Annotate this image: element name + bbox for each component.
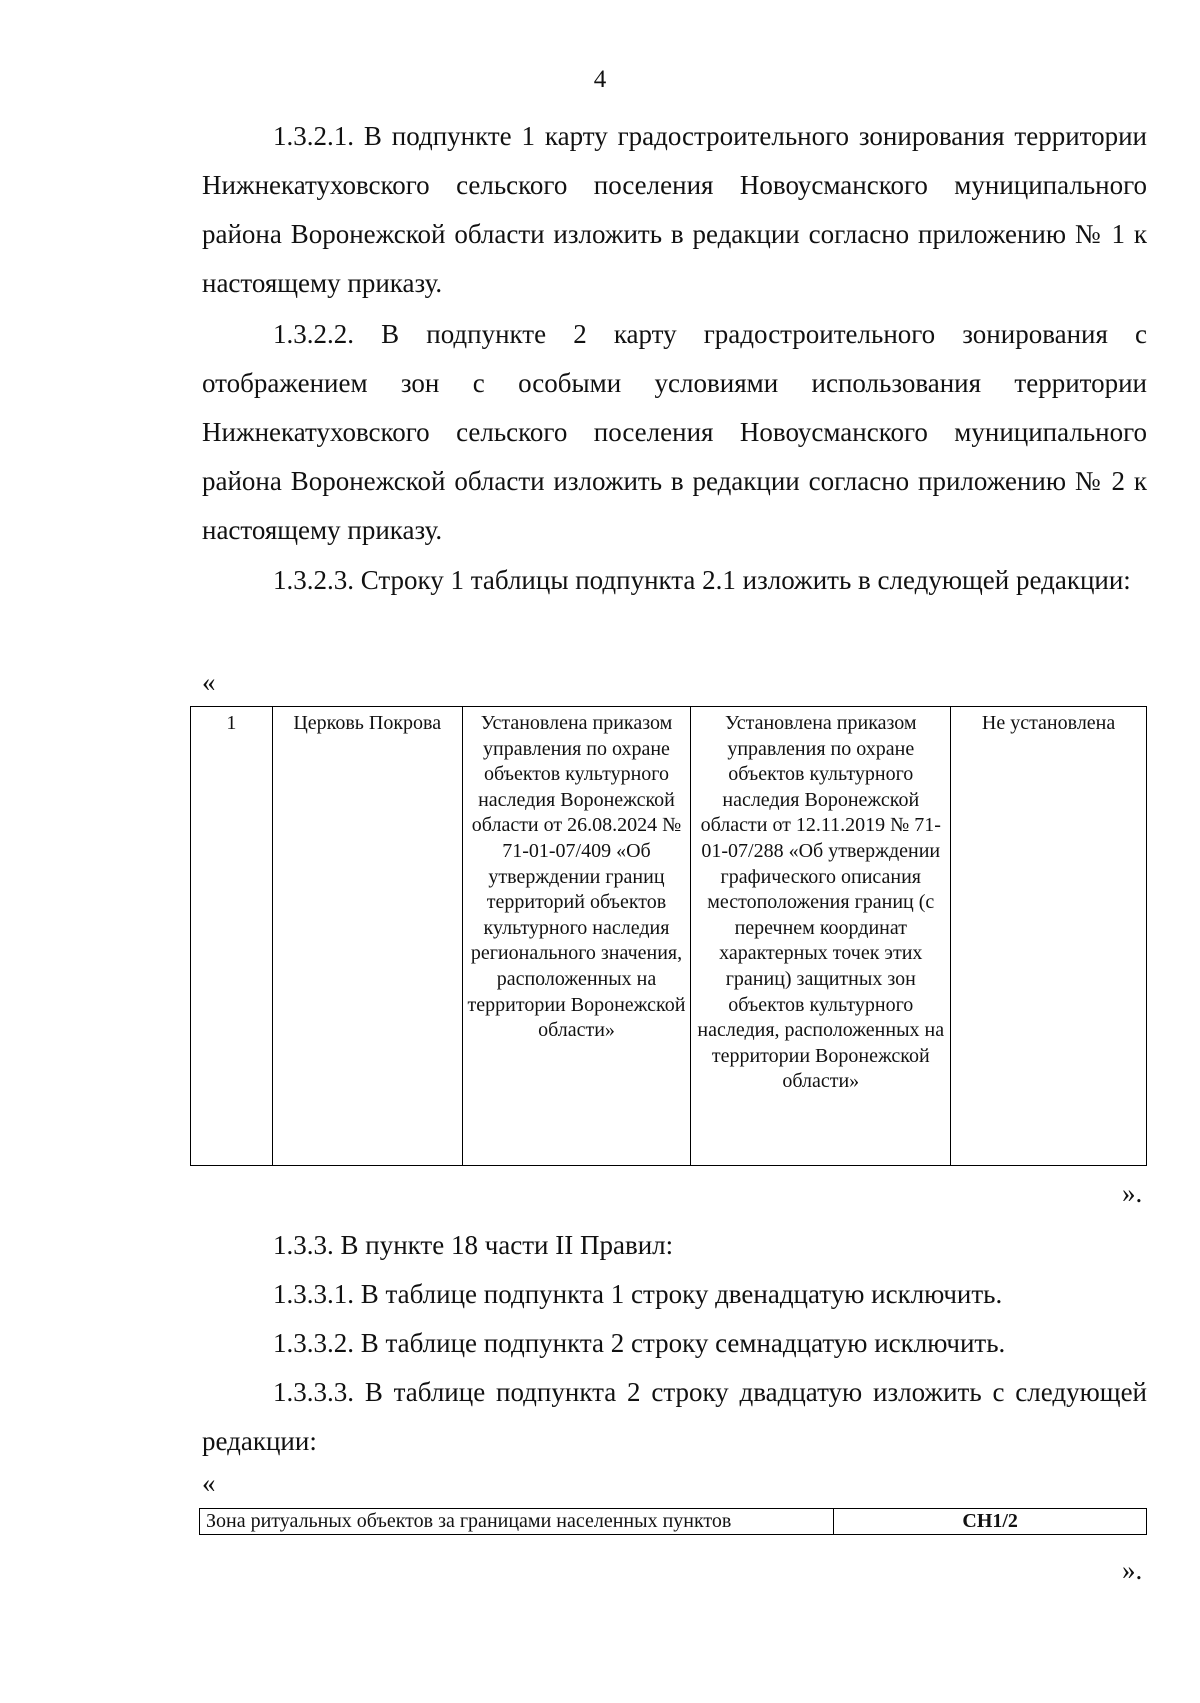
opening-quote: « — [202, 667, 216, 697]
paragraph-1-3-3-2: 1.3.3.2. В таблице подпункта 2 строку семнадцатую исключить. — [273, 1328, 1006, 1358]
closing-quote: ». — [1122, 1178, 1143, 1208]
paragraph-1-3-3-1: 1.3.3.1. В таблице подпункта 1 строку двенадцатую исключить. — [273, 1279, 1003, 1309]
row-number-cell: 1 — [191, 707, 273, 1166]
paragraph-1-3-2-3: 1.3.2.3. Строку 1 таблицы подпункта 2.1 изложить в следующей редакции: — [273, 565, 1131, 595]
zone-table — [199, 1508, 1147, 1535]
other-zone-cell: Не установлена — [951, 707, 1147, 1166]
paragraph-1-3-3: 1.3.3. В пункте 18 части II Правил: — [273, 1230, 674, 1260]
paragraph-1-3-3-3: 1.3.3.3. В таблице подпункта 2 строку двадцатую изложить с следующей редакции: — [202, 1377, 1147, 1456]
closing-quote-2: ». — [1122, 1555, 1143, 1585]
zone-code-cell: СН1/2 — [834, 1509, 1147, 1535]
page-number: 4 — [593, 66, 607, 93]
table-row — [200, 1509, 1147, 1535]
protected-objects-table — [190, 706, 1147, 1166]
object-name-cell: Церковь Покрова — [272, 707, 462, 1166]
protection-zone-cell: Установлена приказом управления по охране объектов культурного наследия Воронежской области от 12.11.2019 № 71-01-07/288 «Об утверждении графического описания местоположения границ (с перечнем координат характерных точек этих границ) защитных зон объектов культурного наследия, расположенных на территории Воронежской области» — [691, 707, 951, 1166]
opening-quote-2: « — [202, 1468, 216, 1498]
paragraph-1-3-2-2: 1.3.2.2. В подпункте 2 карту градостроительного зонирования с отображением зон с особыми условиями использования территории Нижнекатуховского сельского поселения Новоусманского муниципального района Воронежской области изложить в редакции согласно приложению № 2 к настоящему приказу. — [202, 319, 1147, 545]
paragraph-1-3-2-1: 1.3.2.1. В подпункте 1 карту градостроительного зонирования территории Нижнекатуховского сельского поселения Новоусманского муниципального района Воронежской области изложить в редакции согласно приложению № 1 к настоящему приказу. — [202, 121, 1147, 298]
zone-name-cell: Зона ритуальных объектов за границами населенных пунктов — [200, 1509, 834, 1535]
table-row — [191, 707, 1147, 1166]
territory-boundary-cell: Установлена приказом управления по охране объектов культурного наследия Воронежской области от 26.08.2024 № 71-01-07/409 «Об утверждении границ территорий объектов культурного наследия регионального значения, расположенных на территории Воронежской области» — [462, 707, 691, 1166]
